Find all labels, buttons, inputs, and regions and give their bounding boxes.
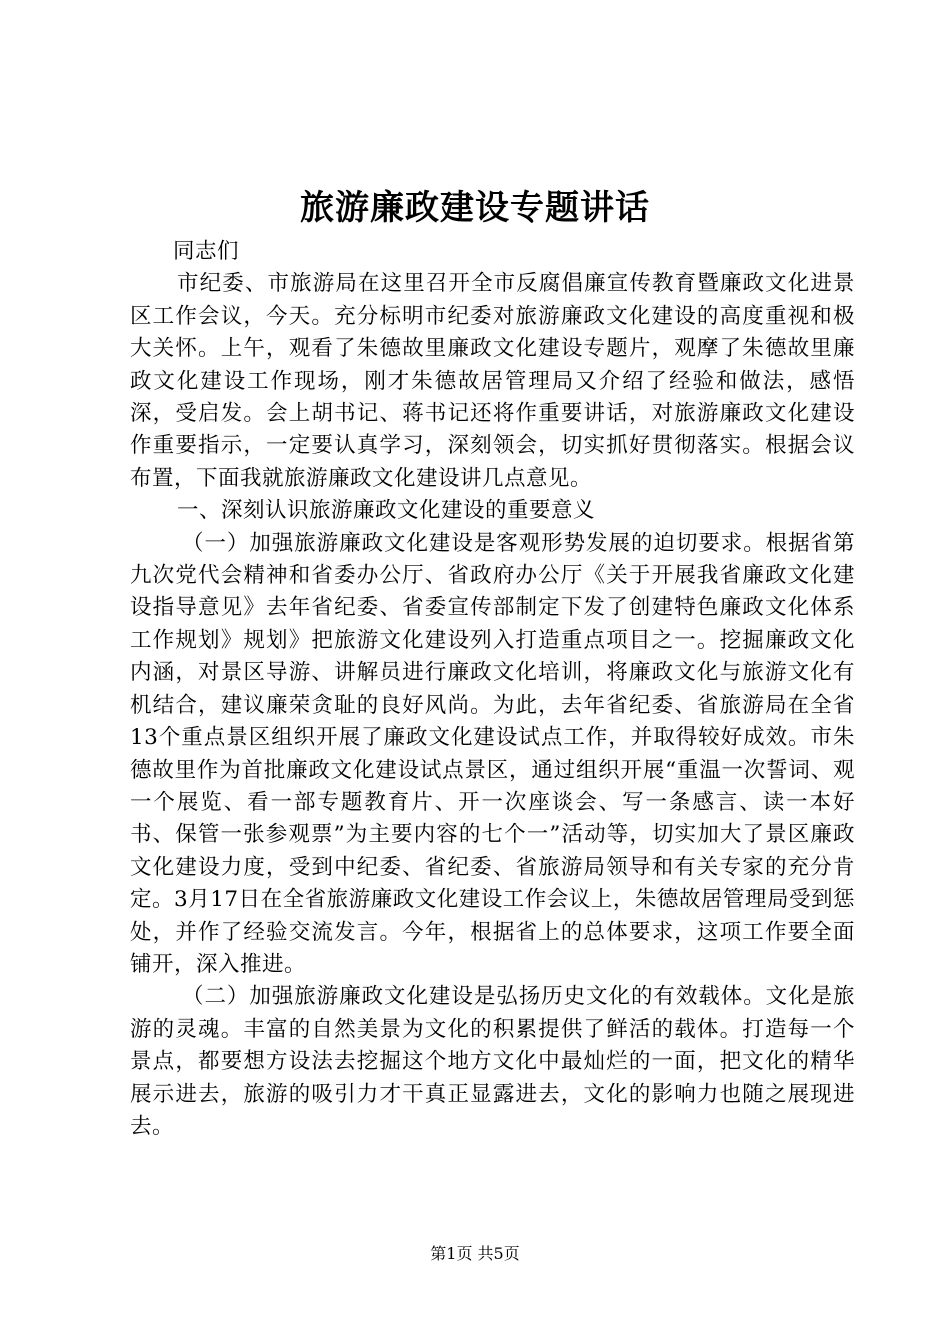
section-heading: 一、深刻认识旅游廉政文化建设的重要意义 (177, 498, 596, 524)
paragraph-subsection-1: （一）加强旅游廉政文化建设是客观形势发展的迫切要求。根据省第九次党代会精神和省委办公厅、省政府办公厅《关于开展我省廉政文化建设指导意见》去年省纪委、省委宣传部制定下发了创建特色廉政文化体系工作规划》规划》把旅游文化建设列入打造重点项目之一。挖掘廉政文化内涵，对景区导游、讲解员进行廉政文化培训，将廉政文化与旅游文化有机结合，建议廉荣贪耻的良好风尚。为此，去年省纪委、省旅游局在全省13个重点景区组织开展了廉政文化建设试点工作，并取得较好成效。市朱德故里作为首批廉政文化建设试点景区，通过组织开展“重温一次誓词、观一个展览、看一部专题教育片、开一次座谈会、写一条感言、读一本好书、保管一张参观票”为主要内容的七个一”活动等，切实加大了景区廉政文化建设力度，受到中纪委、省纪委、省旅游局领导和有关专家的充分肯定。3月17日在全省旅游廉政文化建设工作会议上，朱德故居管理局受到惩处，并作了经验交流发言。今年，根据省上的总体要求，这项工作要全面铺开，深入推进。 (130, 530, 855, 977)
paragraph-subsection-2: （二）加强旅游廉政文化建设是弘扬历史文化的有效载体。文化是旅游的灵魂。丰富的自然美景为文化的积累提供了鲜活的载体。打造每一个景点，都要想方设法去挖掘这个地方文化中最灿烂的一面，把文化的精华展示进去，旅游的吸引力才干真正显露进去，文化的影响力也随之展现进去。 (130, 984, 855, 1139)
document-title: 旅游廉政建设专题讲话 (300, 188, 650, 228)
document-body (130, 236, 855, 1143)
salutation: 同志们 (173, 239, 240, 264)
paragraph-intro: 市纪委、市旅游局在这里召开全市反腐倡廉宣传教育暨廉政文化进景区工作会议，今天。充分标明市纪委对旅游廉政文化建设的高度重视和极大关怀。上午，观看了朱德故里廉政文化建设专题片，观摩了朱德故里廉政文化建设工作现场，刚才朱德故居管理局又介绍了经验和做法，感悟深，受启发。会上胡书记、蒋书记还将作重要讲话，对旅游廉政文化建设作重要指示，一定要认真学习，深刻领会，切实抓好贯彻落实。根据会议布置，下面我就旅游廉政文化建设讲几点意见。 (130, 271, 855, 491)
page-footer: 第1页 共5页 (430, 1244, 520, 1263)
